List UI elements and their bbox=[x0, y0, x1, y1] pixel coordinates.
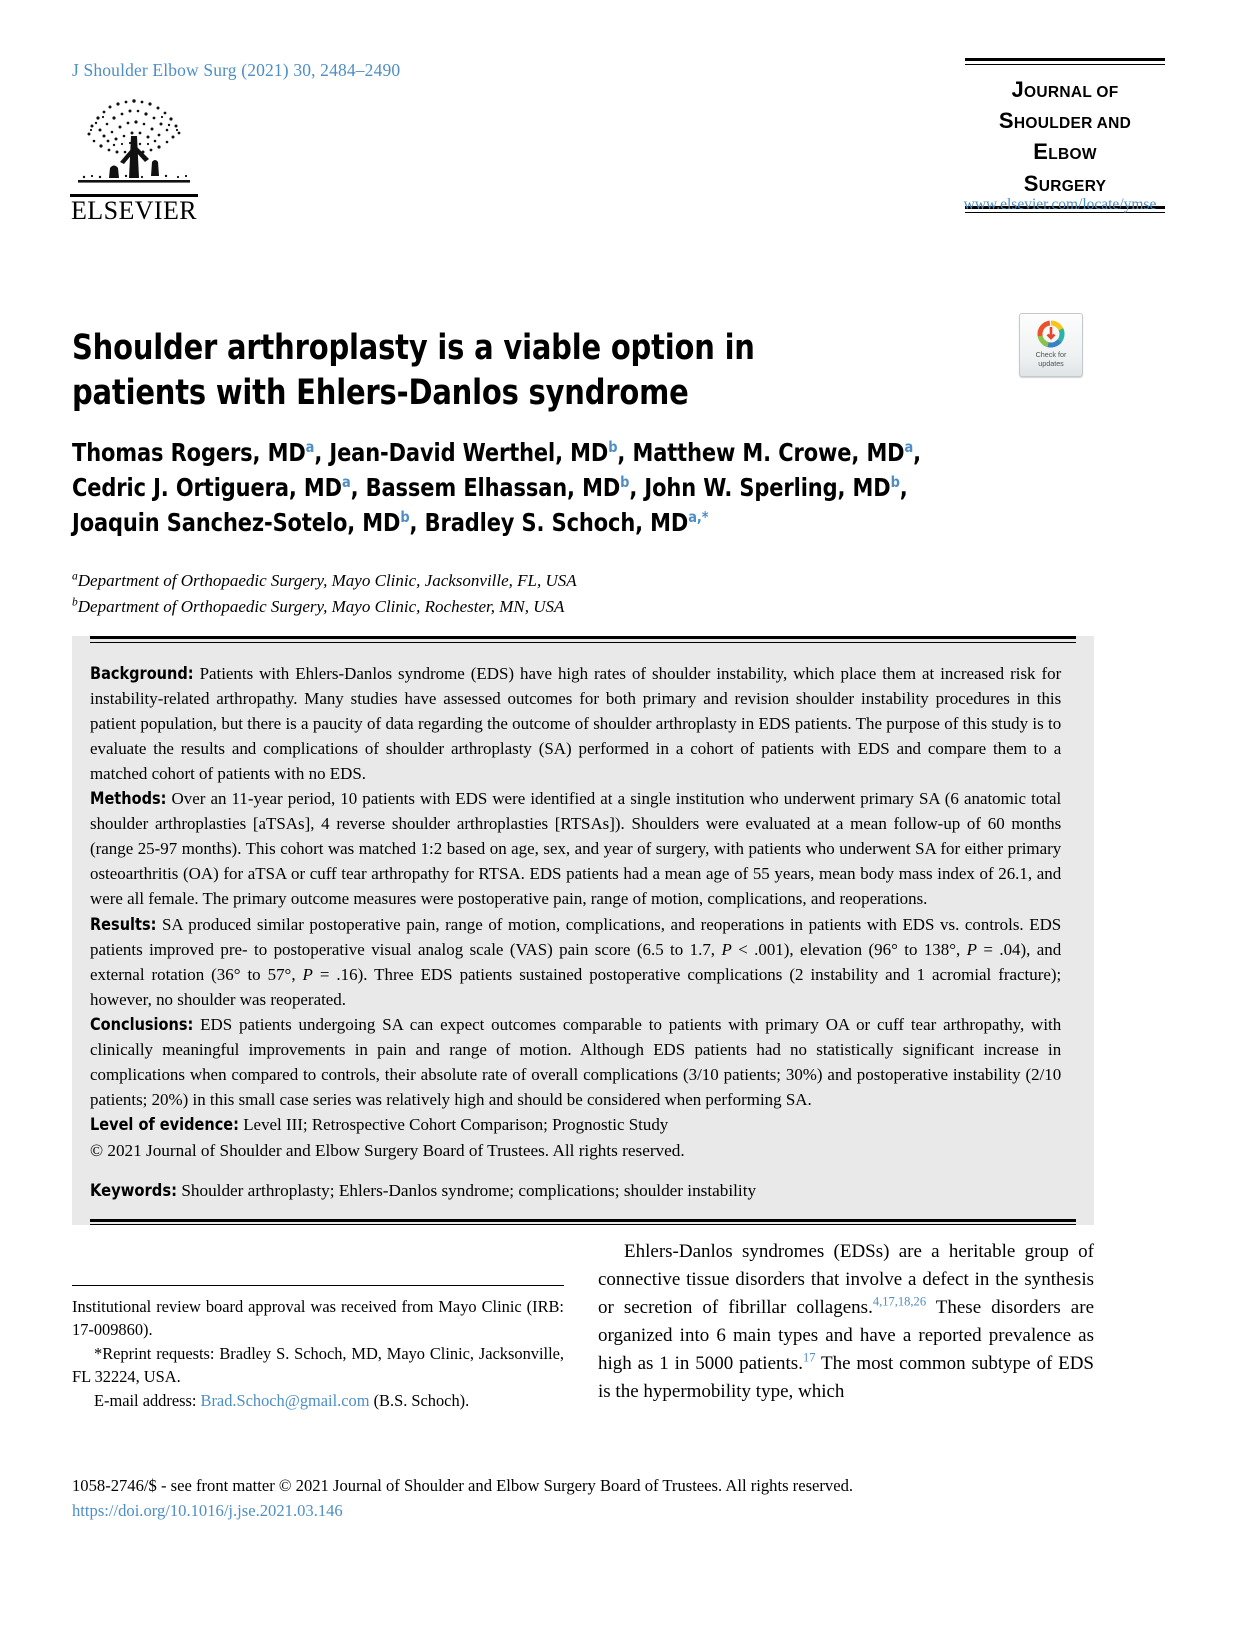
author-affiliation-marker: a bbox=[341, 472, 351, 491]
author-affiliation-marker: a bbox=[305, 437, 315, 456]
author-affiliation-marker: b bbox=[890, 472, 900, 491]
author-name: John W. Sperling, MD bbox=[644, 472, 891, 502]
elsevier-logo bbox=[70, 96, 198, 228]
affiliation-text: Department of Orthopaedic Surgery, Mayo Clinic, Rochester, MN, USA bbox=[77, 597, 565, 617]
author-name: Bassem Elhassan, MD bbox=[365, 472, 621, 502]
affiliation-list bbox=[72, 568, 972, 621]
author-affiliation-marker: a bbox=[904, 437, 914, 456]
abstract-section-text: EDS patients undergoing SA can expect outcomes comparable to patients with primary OA or cuff tear arthropathy, with clinically meaningful improvements in pain and range of motion. Although EDS patients had no statistically significant increase in complications when compared to controls, their absolute rate of overall complications (3/10 patients; 30%) and postoperative instability (2/10 patients; 20%) in this small case series was relatively high and should be considered when performing SA. bbox=[90, 1015, 1062, 1110]
keywords-text: Shoulder arthroplasty; Ehlers-Danlos syndrome; complications; shoulder instability bbox=[181, 1180, 757, 1200]
footnote-irb: Institutional review board approval was received from Mayo Clinic (IRB: 17-009860). bbox=[72, 1297, 564, 1340]
footnote-email-suffix: (B.S. Schoch). bbox=[373, 1390, 470, 1410]
affiliation-marker: a bbox=[72, 569, 78, 583]
abstract-sections bbox=[90, 661, 1076, 1138]
author-affiliation-marker: a,* bbox=[688, 507, 709, 526]
intro-text-2: These disorders are organized into 6 main types and have a reported prevalence as high as 1 in 5000 patients. bbox=[598, 1296, 1095, 1374]
author-list: Thomas Rogers, $MD^a$, Jean-David Werthel, $MD^b$, Matthew M. Crowe, $MD^a$, Cedric J. Ortiguera, $MD^a$, Bassem Elhassan, $MD^b$, John W. Sperling, $MD^b$, Joaquin Sanchez-Sotelo, $MD^b$, Bradley S. Schoch, $MD^{a,*}$ bbox=[72, 437, 922, 537]
author-affiliation-marker: b bbox=[608, 437, 618, 456]
journal-homepage-link[interactable]: www.elsevier.com/locate/ymse bbox=[963, 196, 1157, 213]
journal-masthead bbox=[965, 58, 1165, 213]
footnote-divider bbox=[72, 1285, 564, 1286]
body-column bbox=[598, 1238, 1094, 1406]
elsevier-wordmark: ELSEVIER bbox=[71, 196, 197, 225]
citation-ref-2[interactable]: 17 bbox=[802, 1350, 816, 1365]
abstract-content bbox=[72, 643, 1094, 1219]
crossmark-ring-icon bbox=[1036, 319, 1066, 349]
abstract-section bbox=[90, 1112, 1061, 1137]
masthead-line-2: SHOULDER AND bbox=[998, 108, 1132, 134]
author-name: Bradley S. Schoch, MD bbox=[424, 507, 689, 537]
keywords-label: Keywords: bbox=[90, 1180, 178, 1200]
author-name: Matthew M. Crowe, MD bbox=[632, 438, 905, 467]
masthead-rule-top bbox=[965, 58, 1165, 65]
abstract-section-label: Level of evidence: bbox=[90, 1115, 239, 1135]
author-name: Cedric J. Ortiguera, MD bbox=[72, 472, 342, 502]
masthead-line-4: SURGERY bbox=[1023, 170, 1107, 196]
abstract-section-text: SA produced similar postoperative pain, range of motion, complications, and reoperations in patients with EDS vs. controls. EDS patients improved pre- to postoperative visual analog scale (VAS) pain score (6.5 to 1.7, P < .001), elevation (96° to 138°, P = .04), and external rotation (36° to 57°, P = .16). Three EDS patients sustained postoperative complications (2 instability and 1 acromial fracture); however, no shoulder was reoperated. bbox=[90, 914, 1062, 1009]
abstract-section-label: Methods: bbox=[90, 789, 167, 809]
footnote-email-label: E-mail address: bbox=[94, 1390, 197, 1410]
crossmark-badge[interactable] bbox=[1019, 313, 1083, 377]
abstract-section-label: Conclusions: bbox=[90, 1015, 194, 1035]
footnote-email-link[interactable]: Brad.Schoch@gmail.com bbox=[200, 1390, 370, 1410]
abstract-section bbox=[90, 912, 1061, 1012]
doi-link[interactable]: https://doi.org/10.1016/j.jse.2021.03.146 bbox=[72, 1501, 343, 1521]
crossmark-label-line2: updates bbox=[1038, 359, 1064, 369]
keywords-line bbox=[90, 1178, 1076, 1203]
abstract-section-label: Background: bbox=[90, 663, 194, 683]
author-affiliation-marker: b bbox=[400, 507, 410, 526]
abstract-section-text: Patients with Ehlers-Danlos syndrome (EDS) have high rates of shoulder instability, which place them at increased risk for instability-related arthropathy. Many studies have assessed outcomes for both primary and revision shoulder instability procedures in this patient population, but there is a paucity of data regarding the outcome of shoulder arthroplasty in EDS patients. The purpose of this study is to evaluate the results and complications of shoulder arthroplasty (SA) performed in a cohort of patients with EDS and compare them to a matched cohort of patients with no EDS. bbox=[90, 663, 1062, 783]
affiliation-marker: b bbox=[72, 595, 78, 609]
abstract-copyright: © 2021 Journal of Shoulder and Elbow Surgery Board of Trustees. All rights reserved. bbox=[90, 1140, 685, 1160]
intro-text-3: The most common subtype of EDS is the hypermobility type, which bbox=[598, 1352, 1095, 1402]
footnote-reprint: *Reprint requests: Bradley S. Schoch, MD, Mayo Clinic, Jacksonville, FL 32224, USA. bbox=[72, 1343, 564, 1387]
footnote-email bbox=[72, 1389, 564, 1412]
intro-text-1: Ehlers-Danlos syndromes (EDSs) are a heritable group of connective tissue disorders that involve a defect in the synthesis or secretion of fibrillar collagens. bbox=[598, 1241, 1094, 1318]
abstract-section bbox=[90, 786, 1061, 912]
author-name: Joaquin Sanchez-Sotelo, MD bbox=[72, 507, 401, 537]
crossmark-label bbox=[1020, 350, 1082, 368]
masthead-line-1: JOURNAL OF bbox=[1011, 77, 1119, 102]
author-affiliation-marker: b bbox=[620, 472, 630, 491]
front-matter-line: 1058-2746/$ - see front matter © 2021 Journal of Shoulder and Elbow Surgery Board of Trustees. All rights reserved. bbox=[72, 1476, 854, 1495]
elsevier-tree-icon bbox=[74, 96, 194, 191]
affiliation-item bbox=[72, 568, 972, 594]
citation-ref-1[interactable]: 4,17,18,26 bbox=[872, 1294, 927, 1309]
abstract-rule-bottom bbox=[90, 1219, 1076, 1226]
page-footer bbox=[72, 1473, 1094, 1523]
page-title: Shoulder arthroplasty is a viable option in patients with Ehlers-Danlos syndrome bbox=[72, 328, 755, 414]
affiliation-item bbox=[72, 594, 972, 620]
affiliation-text: Department of Orthopaedic Surgery, Mayo Clinic, Jacksonville, FL, USA bbox=[77, 571, 577, 590]
author-name: Jean-David Werthel, MD bbox=[329, 438, 609, 467]
abstract-section-text: Over an 11-year period, 10 patients with EDS were identified at a single institution who underwent primary SA (6 anatomic total shoulder arthroplasties [aTSAs], 4 reverse shoulder arthroplasties [RTSAs]). Shoulders were evaluated at a mean follow-up of 60 months (range 25-97 months). This cohort was matched 1:2 based on age, sex, and year of surgery, with patients who underwent SA for either primary osteoarthritis (OA) for aTSA or cuff tear arthropathy for RTSA. EDS patients had a mean age of 55 years, mean body mass index of 26.1, and were all female. The primary outcome measures were postoperative pain, range of motion, complications, and reoperations. bbox=[90, 789, 1062, 909]
abstract-section bbox=[90, 661, 1061, 787]
abstract-section-text: Level III; Retrospective Cohort Comparison; Prognostic Study bbox=[243, 1115, 669, 1135]
journal-reference: J Shoulder Elbow Surg (2021) 30, 2484–2490 bbox=[72, 60, 401, 80]
abstract-box bbox=[72, 636, 1094, 1225]
author-name: Thomas Rogers, MD bbox=[72, 438, 306, 467]
abstract-section bbox=[90, 1012, 1061, 1112]
crossmark-label-line1: Check for bbox=[1035, 350, 1067, 359]
footnote-column bbox=[72, 1285, 564, 1412]
masthead-line-3: ELBOW bbox=[1033, 139, 1097, 165]
intro-paragraph bbox=[598, 1238, 1094, 1406]
abstract-section-label: Results: bbox=[90, 914, 157, 934]
